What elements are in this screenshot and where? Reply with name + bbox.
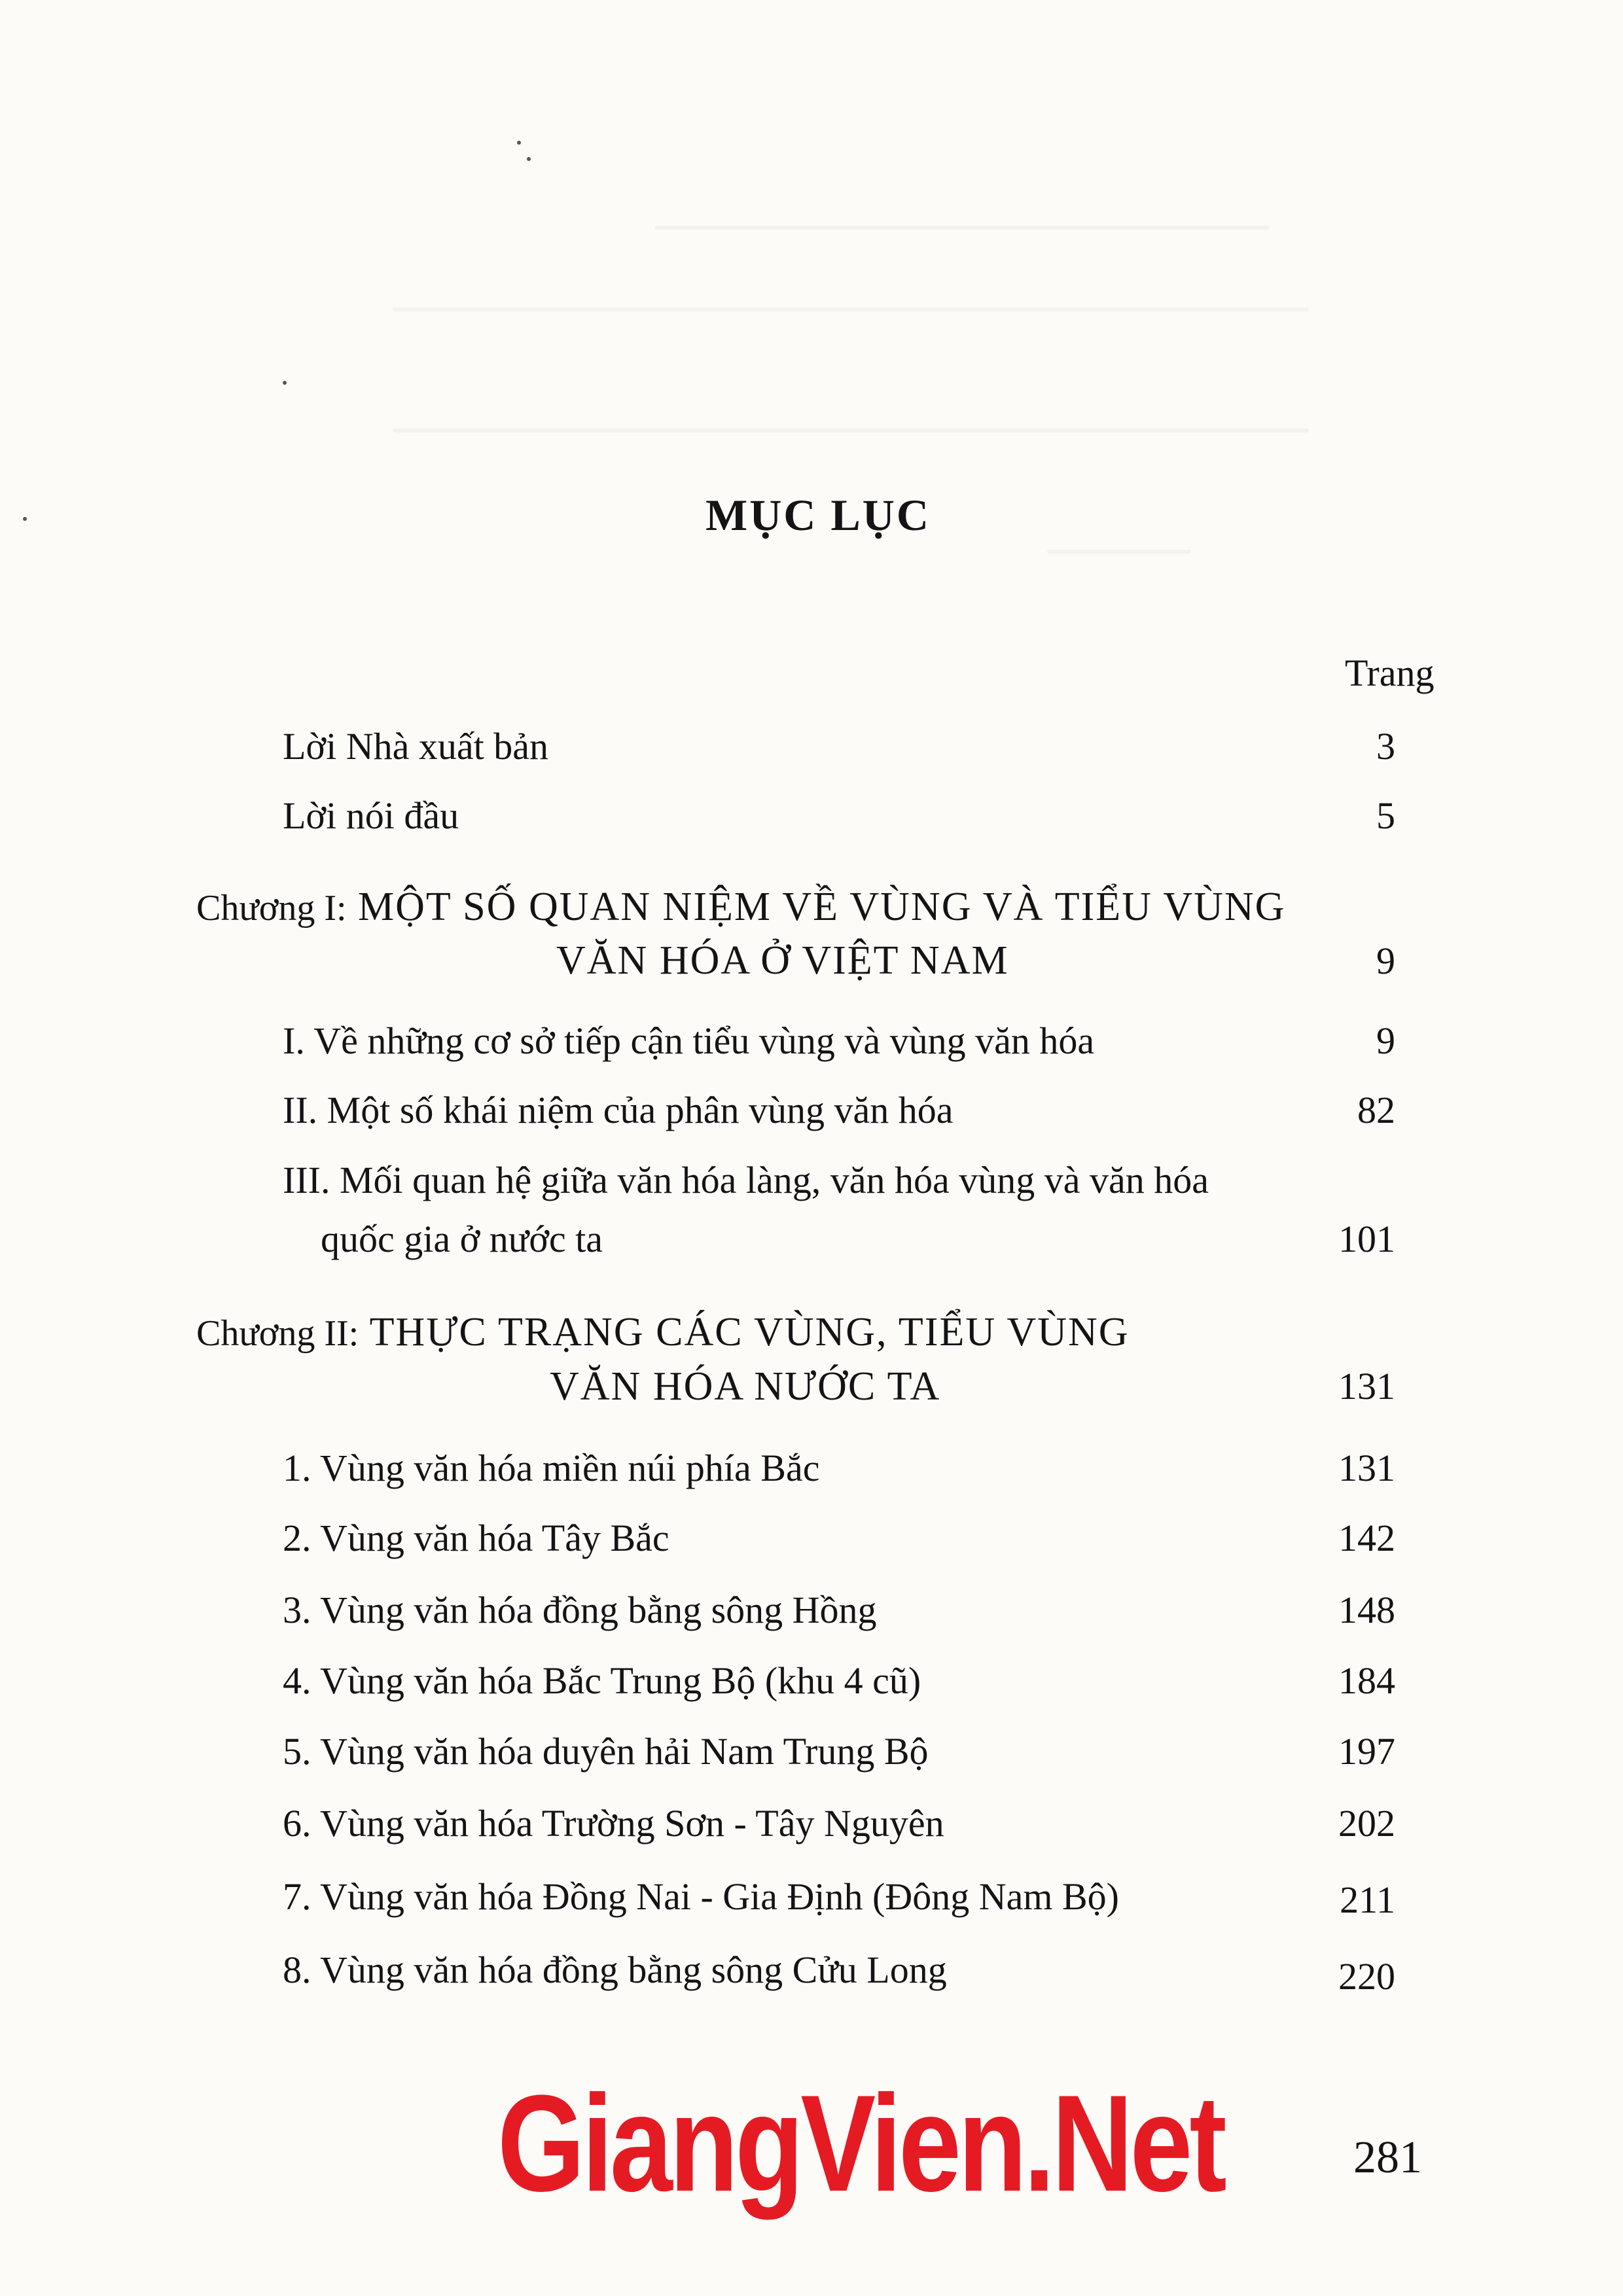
toc-section-page: 184 xyxy=(1338,1659,1395,1702)
bleed-through-line xyxy=(1047,550,1191,554)
page-column-label: Trang xyxy=(1345,652,1435,694)
toc-section-text: I. Về những cơ sở tiếp cận tiểu vùng và vùng văn hóa xyxy=(283,1019,1095,1062)
chapter-title-line1: MỘT SỐ QUAN NIỆM VỀ VÙNG VÀ TIỂU VÙNG xyxy=(358,885,1286,929)
chapter-title-line2: VĂN HÓA Ở VIỆT NAM xyxy=(556,938,1009,983)
toc-section-page: 220 xyxy=(1338,1955,1395,1998)
bleed-through-line xyxy=(393,308,1309,311)
chapter-heading xyxy=(196,887,1285,927)
chapter-heading xyxy=(196,1312,1130,1352)
chapter-title-line1: THỰC TRẠNG CÁC VÙNG, TIỂU VÙNG xyxy=(369,1310,1130,1354)
toc-section-text: 3. Vùng văn hóa đồng bằng sông Hồng xyxy=(283,1589,877,1631)
toc-section-page: 197 xyxy=(1338,1730,1395,1773)
toc-section-text: 4. Vùng văn hóa Bắc Trung Bộ (khu 4 cũ) xyxy=(283,1659,921,1702)
watermark-logo: GiangVien.Net xyxy=(497,2066,1224,2220)
toc-section-text: 5. Vùng văn hóa duyên hải Nam Trung Bộ xyxy=(283,1730,929,1773)
toc-section-page: 211 xyxy=(1340,1879,1395,1921)
toc-section-page: 202 xyxy=(1338,1802,1395,1845)
chapter-title-line2: VĂN HÓA NƯỚC TA xyxy=(550,1364,941,1409)
page-title: MỤC LỤC xyxy=(705,490,931,540)
toc-section-text: 6. Vùng văn hóa Trường Sơn - Tây Nguyên xyxy=(283,1802,944,1845)
chapter-prefix: Chương II: xyxy=(196,1313,359,1354)
chapter-page: 9 xyxy=(1376,940,1395,982)
toc-section-text: 8. Vùng văn hóa đồng bằng sông Cửu Long xyxy=(283,1949,947,1991)
toc-section-text: 1. Vùng văn hóa miền núi phía Bắc xyxy=(283,1447,820,1489)
chapter-page: 131 xyxy=(1338,1365,1395,1407)
page-number: 281 xyxy=(1353,2132,1422,2183)
toc-section-page: 148 xyxy=(1338,1589,1395,1631)
toc-section-text: III. Mối quan hệ giữa văn hóa làng, văn hóa vùng và văn hóa xyxy=(283,1159,1209,1201)
scan-speck xyxy=(283,381,287,385)
toc-section-text: 2. Vùng văn hóa Tây Bắc xyxy=(283,1517,669,1559)
toc-entry-page: 5 xyxy=(1376,794,1395,837)
toc-entry-page: 3 xyxy=(1376,725,1395,768)
toc-section-text: 7. Vùng văn hóa Đồng Nai - Gia Định (Đông Nam Bộ) xyxy=(283,1875,1119,1918)
toc-section-text-continued: quốc gia ở nước ta xyxy=(321,1218,603,1260)
toc-section-page: 82 xyxy=(1357,1089,1395,1131)
bleed-through-line xyxy=(393,429,1309,433)
toc-section-page: 9 xyxy=(1376,1019,1395,1062)
toc-section-page: 131 xyxy=(1338,1447,1395,1489)
chapter-prefix: Chương I: xyxy=(196,888,347,928)
bleed-through-line xyxy=(654,226,1270,230)
toc-entry-text: Lời nói đầu xyxy=(283,794,459,837)
scan-speck xyxy=(517,141,521,145)
toc-section-text: II. Một số khái niệm của phân vùng văn hóa xyxy=(283,1089,954,1131)
toc-section-page: 142 xyxy=(1338,1517,1395,1559)
scan-speck xyxy=(527,157,531,161)
toc-section-page: 101 xyxy=(1338,1218,1395,1260)
toc-entry-text: Lời Nhà xuất bản xyxy=(283,725,548,768)
